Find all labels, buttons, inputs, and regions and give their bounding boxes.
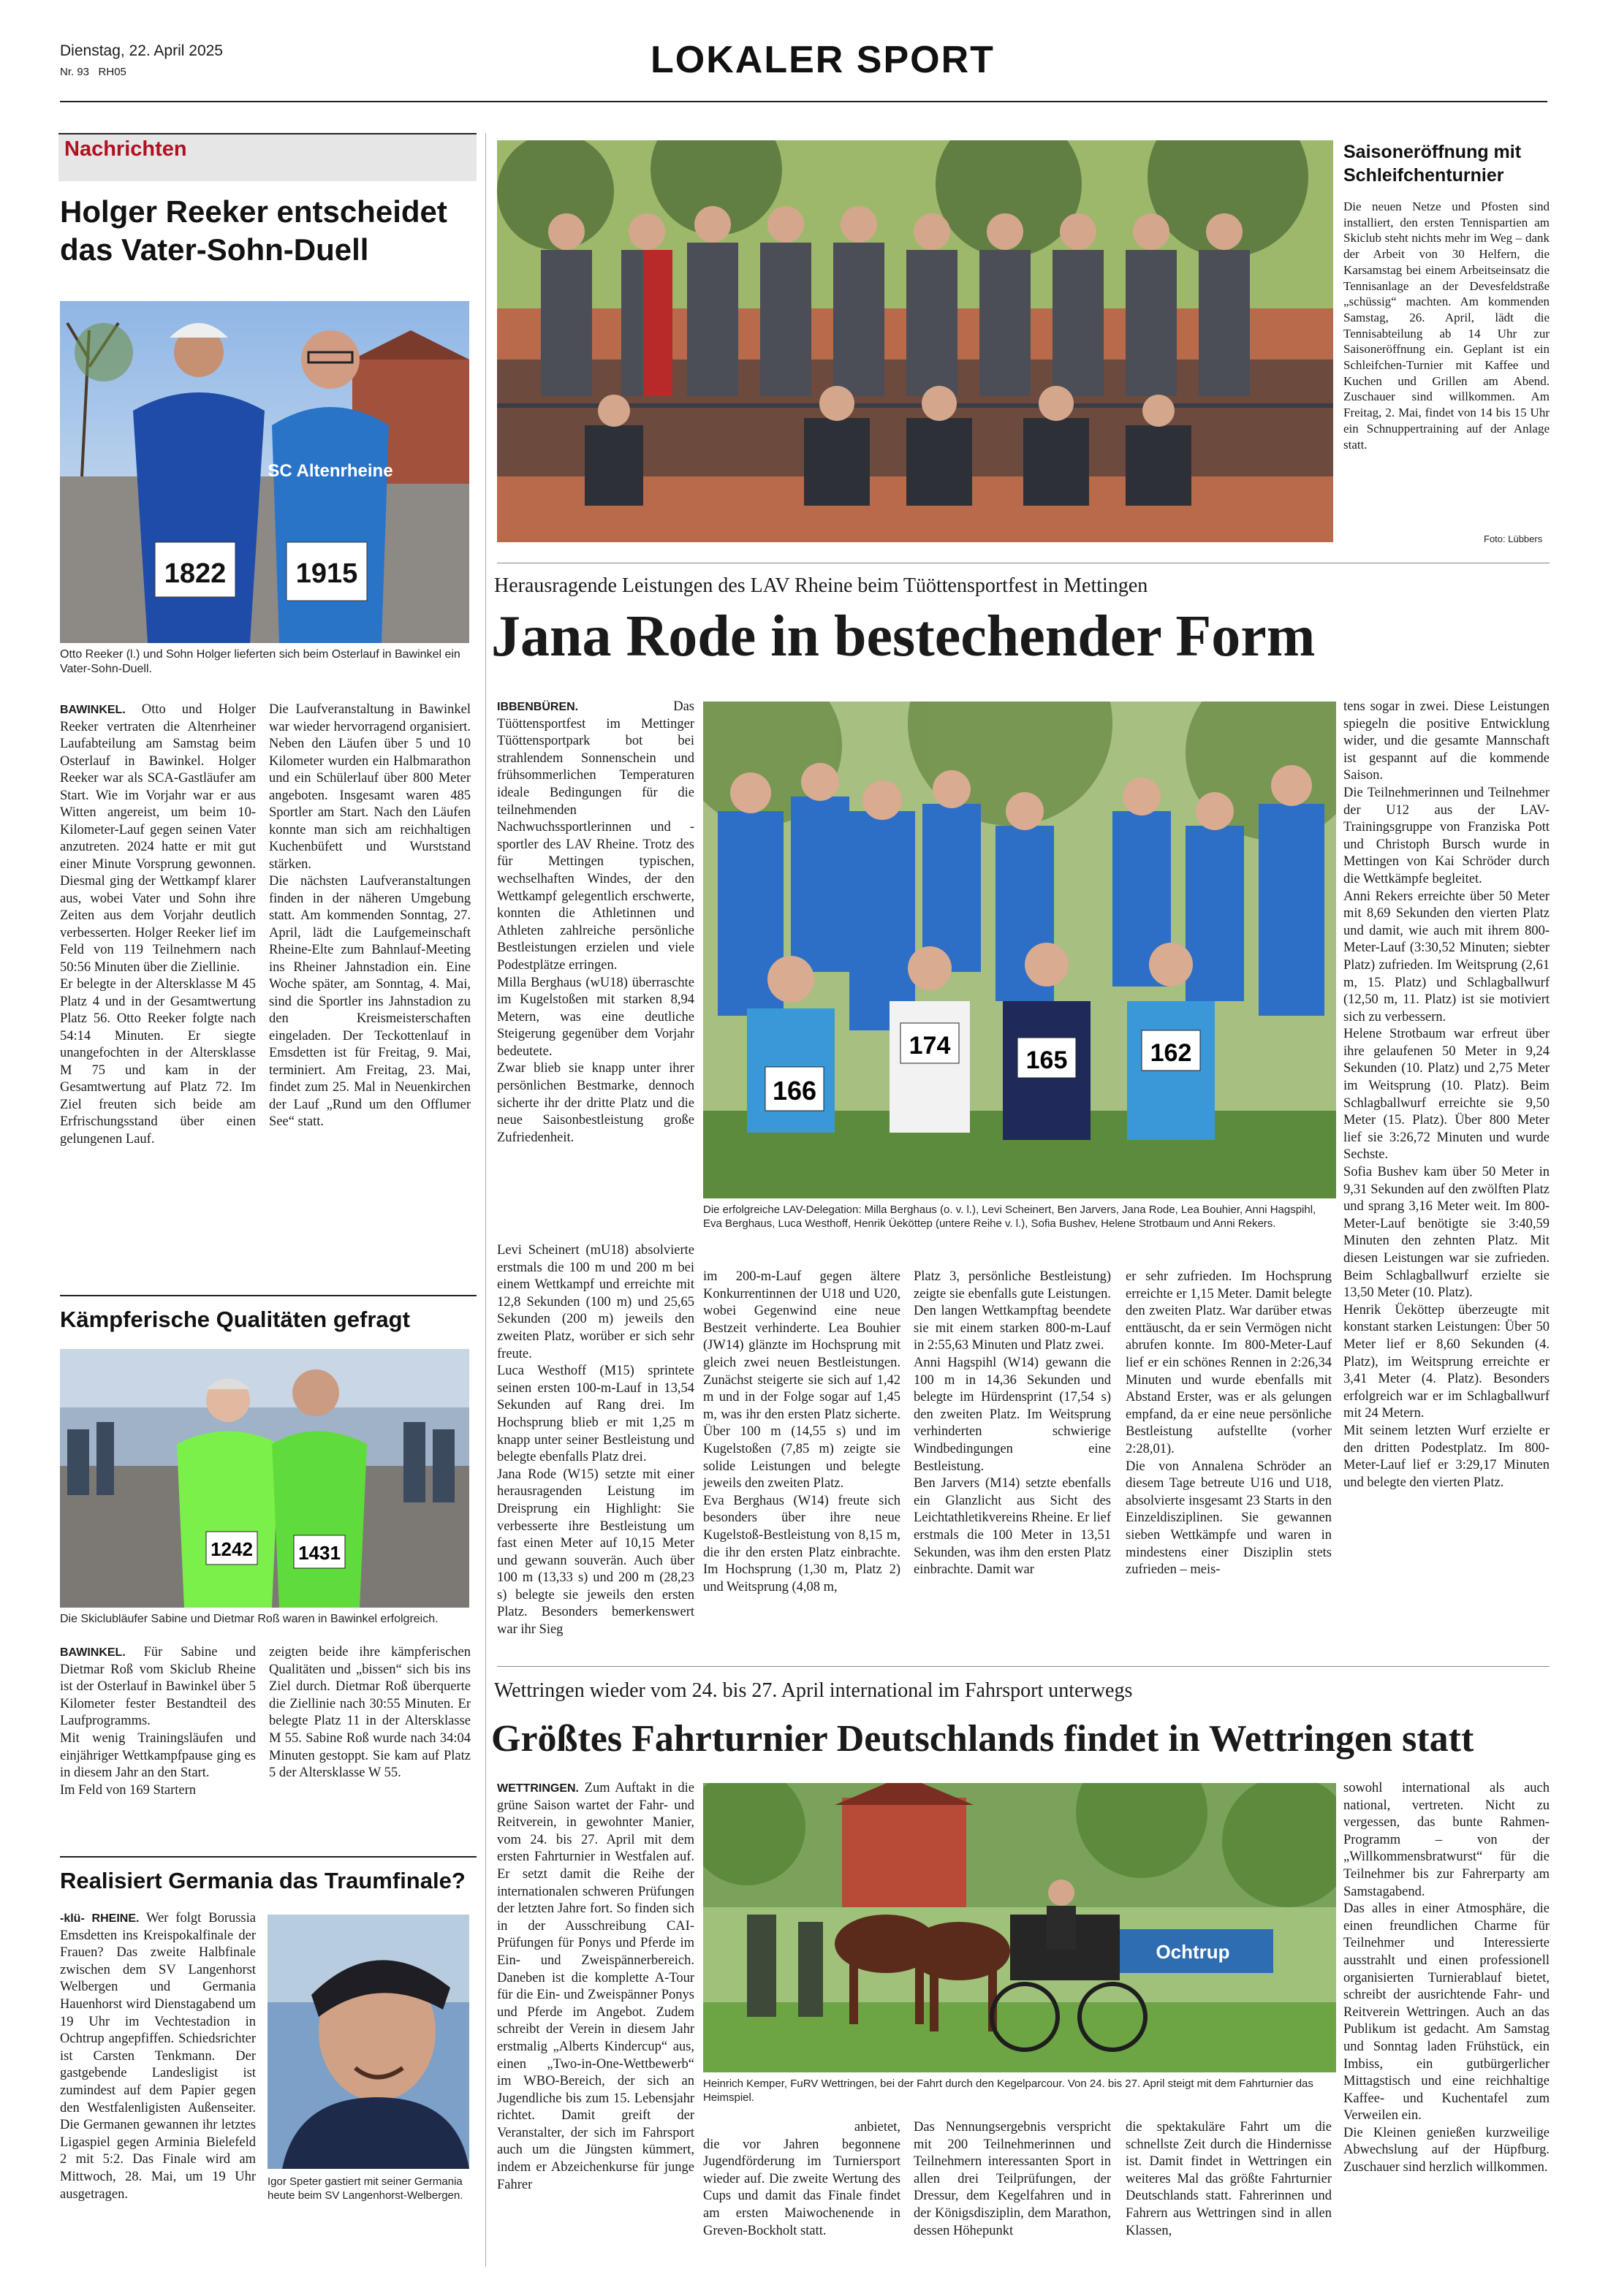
issue-date: Dienstag, 22. April 2025: [60, 42, 223, 59]
reeker-photo: [60, 301, 469, 643]
bib-1915: 1915: [295, 558, 358, 589]
masthead-rule: [60, 101, 1547, 102]
lav-photo: [703, 702, 1336, 1198]
bib-162: 162: [1150, 1039, 1192, 1067]
nachrichten-label: Nachrichten: [64, 137, 187, 161]
kaempferisch-col1: BAWINKEL. Für Sabine und Dietmar Roß vom Skiclub Rheine ist der Osterlauf in Bawinkel über 5 Kilometer fester Bestandteil des Laufprogramms. Mit wenig Trainingsläufen und einjähriger Wettkampfpause ging es in diesem Jahr an den Start. Im Feld von 169 Startern: [60, 1645, 256, 1798]
bib-166: 166: [772, 1076, 817, 1106]
shirt-text: SC Altenrheine: [268, 461, 393, 481]
lav-kicker: Herausragende Leistungen des LAV Rheine beim Tüöttensportfest in Mettingen: [494, 574, 1148, 597]
nachrichten-col1: BAWINKEL. Otto und Holger Reeker vertraten die Altenrheiner Laufabteilung am Samstag beim Osterlauf in Bawinkel. Holger Reeker war als SCA-Gastläufer am Start. Wie im Vorjahr war er aus Witten angereist, um beim 10-Kilometer-Lauf gegen seinen Vater anzutreten. 2024 hatte er mit gut einer Minute Vorsprung gewonnen. Diesmal ging der Wettkampf klarer aus, wobei Vater und Sohn ihre Zeiten aus dem Vorjahr deutlich verbesserten. Holger Reeker lief im Feld von 119 Teilnehmern nach 50:56 Minuten über die Ziellinie. Er belegte in der Altersklasse M 45 Platz 4 und in der Gesamtwertung Platz 56. Otto Reeker folgte nach 54:14 Minuten. Er siegte unangefochten in der Altersklasse M 75 und kam in der Gesamtwertung auf Platz 72. Im Ziel freuten sich beide am Erfrischungsstand über einen gelungenen Lauf.: [60, 702, 256, 1147]
section-title: LOKALER SPORT: [651, 39, 995, 81]
lav-col4: er sehr zufrieden. Im Hochsprung erreichte er 1,15 Meter. Damit belegte den zweiten Platz. War darüber etwas enttäuscht, da er sein Vermögen nicht abrufen konnte. Im 800-Meter-Lauf lief er ein schönes Rennen in 2:26,34 Minuten und wurde ebenfalls mit Abstand Erster, was er als gelungen empfand, da er eine neue persönliche Bestleistung aufstellte (vorher 2:28,01). Die von Annalena Schröder an diesem Tage betreute U16 und U18, absolvierte insgesamt 23 Starts in den Einzeldisziplinen. Sie gewannen sieben Wettkämpfe und waren in mindestens einer Disziplin stets zufrieden – meis-: [1126, 1269, 1332, 1578]
saison-body: Die neuen Netze und Pfosten sind installiert, den ersten Tennispartien am Skiclub steht nichts mehr im Weg – dank der Arbeit von 30 Helfern, die Karsamstag bei einem Arbeitseinsatz die Tennisanlage an der Devesfeldstraße „schüssig“ machten. Am kommenden Samstag, 26. April, lädt die Tennisabteilung ab 14 Uhr zur Saisoneröffnung ein. Geplant ist ein Schleifchen-Turnier mit Kaffee und Kuchen und Grillen am Abend. Zuschauer sind willkommen. Am Freitag, 2. Mai, findet von 14 bis 15 Uhr ein Schnuppertraining auf der Anlage statt.: [1343, 199, 1550, 452]
saison-headline: Saisoneröffnung mit Schleifchenturnier: [1343, 142, 1522, 186]
fahrturnier-col3: Das Nennungsergebnis verspricht mit 200 Teilnehmerinnen und Teilnehmern interessanten Sport in allen drei Teilprüfungen, der Dressur, dem Kegelfahren und in der Königsdisziplin, dem Marathon, dessen Höhepunkt: [914, 2120, 1111, 2238]
tennis-photo: [497, 140, 1333, 542]
kaempferisch-col2: zeigten beide ihre kämpferischen Qualitäten und „bissen“ sich bis ins Ziel durch. Dietmar Roß überquerte die Ziellinie nach 30:55 Minuten. Er belegte Platz 11 in der Altersklasse M 55. Sabine Roß wurde nach 34:04 Minuten gestoppt. Sie kam auf Platz 5 der Altersklasse W 55.: [269, 1645, 471, 1781]
kaempferisch-headline: Kämpferische Qualitäten gefragt: [60, 1307, 410, 1332]
lav-col1b: Levi Scheinert (mU18) absolvierte erstmals die 100 m und 200 m bei einem Wettkampf und erreichte mit 12,8 Sekunden (100 m) und 25,65 Sekunden (200 m) jeweils den zweiten Platz, worüber er sich sehr freute. Luca Westhoff (M15) sprintete seinen ersten 100-m-Lauf in 13,54 Sekunden auf Rang drei. Im Hochsprung blieb er mit 1,25 m knapp unter seiner Bestleistung und belegte ebenfalls Platz drei. Jana Rode (W15) setzte mit einer herausragenden Leistung im Dreisprung ein Highlight: Sie verbesserte ihre Bestleistung um fast einen Meter auf 10,15 Meter und gewann souverän. Auch über 100 m (13,33 s) und 200 m (28,23 s) belegte sie jeweils den ersten Platz. Besonders bemerkenswert war ihr Sieg: [497, 1243, 694, 1638]
fahrturnier-caption: Heinrich Kemper, FuRV Wettringen, bei der Fahrt durch den Kegelparcour. Von 24. bis 27. April steigt mit dem Fahrturnier das Heimspiel.: [703, 2078, 1313, 2104]
fahrturnier-kicker: Wettringen wieder vom 24. bis 27. April international im Fahrsport unterwegs: [494, 1679, 1133, 1702]
column-separator: [485, 133, 486, 2267]
nachrichten-bar: [58, 133, 477, 181]
lav-col5: tens sogar in zwei. Diese Leistungen spiegeln die positive Entwicklung wider, und die gesamte Mannschaft ist gespannt auf die kommende Saison. Die Teilnehmerinnen und Teilnehmer der U12 aus der LAV-Trainingsgruppe von Franziska Pott und Christoph Bursch wurde in Mettingen von Kai Schröder durch die Wettkämpfe begleitet. Anni Rekers erreichte über 50 Meter mit 8,69 Sekunden den vierten Platz und damit, wie auch mit ihrem 800-Meter-Lauf (3:30,52 Minuten; siebter Platz) zufrieden. Im Weitsprung (2,61 m, 15. Platz) und Schlagballwurf (12,50 m, 11. Platz) ist sie motiviert sich zu verbessern. Helene Strotbaum war erfreut über ihre gelaufenen 50 Meter in 9,24 Sekunden (10. Platz) und 2,75 Meter im Weitsprung (10. Platz). Beim Schlagballwurf erreichte sie 9,50 Meter (15. Platz). Über 800 Meter lief sie 3:26,72 Minuten und wurde Sechste. Sofia Bushev kam über 50 Meter in 9,31 Sekunden auf den zwölften Platz und sprang 3,16 Meter weit. Im 800-Meter-Lauf benötigte sie 3:40,59 Minuten den zehnten Platz. Mit diesen Leistungen war sie zufrieden. Beim Schlagballwurf erzielte sie 13,50 Meter (10. Platz). Henrik Üeköttер überzeugte mit konstant starken Leistungen: Über 50 Meter lief er 8,60 Sekunden (4. Platz), im Weitsprung erreichte er 3,41 Meter (4. Platz). Besonders erfolgreich war er im Schlagballwurf mit 24 Metern. Mit seinem letzten Wurf erzielte er den dritten Podestplatz. Im 800-Meter-Lauf lief er 3:29,17 Minuten und belegte den vierten Platz.: [1343, 699, 1550, 1490]
ochtrup-banner: Ochtrup: [1156, 1941, 1230, 1963]
ross-caption: Die Skiclubläufer Sabine und Dietmar Roß waren in Bawinkel erfolgreich.: [60, 1613, 439, 1625]
fahrturnier-col2: anbietet, die vor Jahren begonnene Jugendförderung im Turniersport wieder auf. Die zweite Wertung des Cups und damit das Finale findet am ersten Maiwochenende in Greven-Bockholt statt.: [703, 2120, 900, 2238]
speter-caption: Igor Speter gastiert mit seiner Germania heute beim SV Langenhorst-Welbergen.: [268, 2175, 463, 2202]
rule-kaempferisch: [60, 1295, 477, 1296]
fahrturnier-col5: sowohl international als auch national, vertreten. Nicht zu vergessen, das bunte Rahmen-Programm – von der „Willkommensbratwurst“ für die Teilnehmer bis zur Fahrerparty am Samstagabend. Das alles in einer Atmosphäre, die einen freundlichen Charme für Teilnehmer und Interessierte ausstrahlt und einen professionell organisierten Turnierablauf bietet, schreibt der ausrichtende Fahr- und Reitverein Wettringen. Auch an das Publikum ist gedacht. Am Samstag und Sonntag laden Frühstück, ein Imbiss, ein gutbürgerlicher Mittagstisch und eine reichhaltige Kaffee- und Kuchentafel zum Verweilen ein. Die Kleinen genießen kurzweilige Abwechslung auf der Hüpfburg. Zuschauer sind herzlich willkommen.: [1343, 1781, 1550, 2175]
lav-col2: im 200-m-Lauf gegen ältere Konkurrentinnen der U18 und U20, wobei Gegenwind eine neue Bestzeit verhinderte. Lea Bouhier (JW14) glänzte im Hochsprung mit gleich zwei neuen Bestleistungen. Zunächst steigerte sie sich auf 1,42 m und in der Folge sogar auf 1,45 m, was ihr den ersten Platz sicherte. Über 100 m (14,55 s) und im Kugelstoßen (7,85 m) zeigte sie solide Leistungen und belegte jeweils den zweiten Platz. Eva Berghaus (W14) freute sich besonders über ihre neue Kugelstoß-Bestleistung von 8,15 m, die ihr den ersten Platz einbrachte. Im Hochsprung (1,30 m, Platz 2) und Weitsprung (4,08 m,: [703, 1269, 900, 1594]
lav-caption: Die erfolgreiche LAV-Delegation: Milla Berghaus (o. v. l.), Levi Scheinert, Ben Jarvers, Jana Rode, Lea Bouhier, Anni Hagspihl, Eva Berghaus, Luca Westhoff, Henrik Üeköttер (untere Reihe v. l.), Sofia Bushev, Helene Strotbaum und Anni Rekers.: [703, 1204, 1316, 1230]
reeker-caption: Otto Reeker (l.) und Sohn Holger lieferten sich beim Osterlauf in Bawinkel ein Vater-Sohn-Duell.: [60, 648, 460, 675]
nachrichten-headline: Holger Reeker entscheidet das Vater-Sohn-Duell: [60, 194, 447, 267]
lav-headline: Jana Rode in bestechender Form: [491, 604, 1316, 669]
rule-germania: [60, 1856, 477, 1858]
speter-photo: [268, 1915, 469, 2169]
fahrturnier-photo: [703, 1783, 1336, 2072]
bib-165: 165: [1025, 1046, 1068, 1074]
rule-fahrturnier: [497, 1666, 1550, 1667]
bib-1431: 1431: [298, 1542, 341, 1564]
nachrichten-col2: Die Laufveranstaltung in Bawinkel war wieder hervorragend organisiert. Neben den Läufen über 5 und 10 Kilometer wurden ein Halbmarathon und ein Schülerlauf über 800 Meter angeboten. Insgesamt waren 485 Sportler am Start. Nach den Läufen konnte man sich am reichhaltigen Kuchenbüfett und Wurststand stärken. Die nächsten Laufveranstaltungen finden in der näheren Umgebung statt. Am kommenden Sonntag, 27. April, lädt die Laufgemeinschaft Rheine-Elte zum Bahnlauf-Meeting ins Rheiner Jahnstadion ein. Eine Woche später, am Sonntag, 4. Mai, sind die Sportler ins Jahnstadion zu den Kreismeisterschaften eingeladen. Der Teckottenlauf in Emsdetten ist für Freitag, 9. Mai, terminiert. Am Freitag, 23. Mai, findet zum 25. Mal in Neuenkirchen der Lauf „Rund um den Offlumer See“ statt.: [269, 702, 471, 1129]
germania-headline: Realisiert Germania das Traumfinale?: [60, 1868, 466, 1893]
ross-photo: [60, 1349, 469, 1608]
saison-credit: Foto: Lübbers: [1484, 533, 1543, 544]
lav-col3: Platz 3, persönliche Bestleistung) zeigte sie ebenfalls gute Leistungen. Den langen Wettkampftag beendete sie mit einem starken 800-m-Lauf in 2:55,63 Minuten und Platz zwei. Anni Hagspihl (W14) gewann die 100 m in 14,36 Sekunden und belegte im Hürdensprint (17,54 s) den zweiten Platz. Im Weitsprung verhinderten schwierige Windbedingungen eine Bestleistung. Ben Jarvers (M14) setzte ebenfalls ein Glanzlicht aus Sicht des Leichtathletikvereins Rheine. Er lief erstmals die 100 Meter in 13,51 Sekunden, was ihm den ersten Platz einbrachte. Damit war: [914, 1269, 1111, 1578]
fahrturnier-col4: die spektakuläre Fahrt um die schnellste Zeit durch die Hindernisse ist. Damit findet in Wettringen ein weiteres Mal das größte Fahrturnier Deutschlands statt. Fahrerinnen und Fahrern aus Wettringen sind in allen Klassen,: [1126, 2120, 1332, 2238]
fahrturnier-col1: WETTRINGEN. Zum Auftakt in die grüne Saison wartet der Fahr- und Reitverein, in gewohnter Manier, vom 24. bis 27. April mit dem ersten Fahrturnier in Westfalen auf. Er setzt damit die Reihe der internationalen schweren Prüfungen der letzten Jahre fort. So finden sich in der Ausschreibung CAI-Prüfungen für Ponys und Pferde im Ein- und Zweispännerbereich. Daneben ist die komplette A-Tour für die Ein- und Zweispänner Ponys und Pferde im Angebot. Zudem schreibt der Verein in diesem Jahr erstmalig „Alberts Kindercup“ aus, einen „Two-in-One-Wettbewerb“ im WBO-Bereich, der sich an Jugendliche bis zum 15. Lebensjahr richtet. Damit greift der Veranstalter, der sich im Fahrsport auch um die Jüngsten kümmert, indem er Abzeichenkurse für junge Fahrer: [497, 1781, 694, 2192]
bib-1822: 1822: [164, 558, 227, 589]
issue-number: Nr. 93 RH05: [60, 66, 126, 78]
germania-body: -klü- RHEINE. Wer folgt Borussia Emsdetten ins Kreispokalfinale der Frauen? Das zweite Halbfinale zwischen dem SV Langenhorst Welbergen und Germania Hauenhorst wird Dienstagabend um 19 Uhr im Vechtestadion in Ochtrup angepfiffen. Schiedsrichter ist Carsten Tenkmann. Der gastgebende Landesligist ist zumindest auf dem Papier gegen den Westfalenligisten Außenseiter. Die Germanen gewannen ihr letztes Ligaspiel gegen Arminia Bielefeld 2 mit 5:2. Das Finale wird am Mittwoch, 28. Mai, um 19 Uhr ausgetragen.: [60, 1911, 256, 2202]
bib-174: 174: [909, 1032, 951, 1060]
bib-1242: 1242: [211, 1538, 253, 1560]
lav-col1: IBBENBÜREN. Das Tüöttensportfest im Mettinger Tüöttensportpark bot bei strahlendem Sonnenschein und frühsommerlichen Temperaturen ideale Bedingungen für die teilnehmenden Nachwuchssportlerinnen und -sportler des LAV Rheine. Trotz des für Mettingen typischen, wechselhaften Windes, der den Wettkampf gelegentlich erschwerte, konnten die Athletinnen und Athleten zahlreiche persönliche Bestleistungen erzielen und viele Podestplätze erringen. Milla Berghaus (wU18) überraschte im Kugelstoßen mit starken 8,94 Metern, was eine deutliche Steigerung gegenüber dem Vorjahr bedeutete. Zwar blieb sie knapp unter ihrer persönlichen Bestmarke, dennoch sicherte ihr der dritte Platz und die neue Saisonbestleistung große Zufriedenheit.: [497, 699, 694, 1145]
fahrturnier-headline: Größtes Fahrturnier Deutschlands findet in Wettringen statt: [491, 1718, 1474, 1760]
